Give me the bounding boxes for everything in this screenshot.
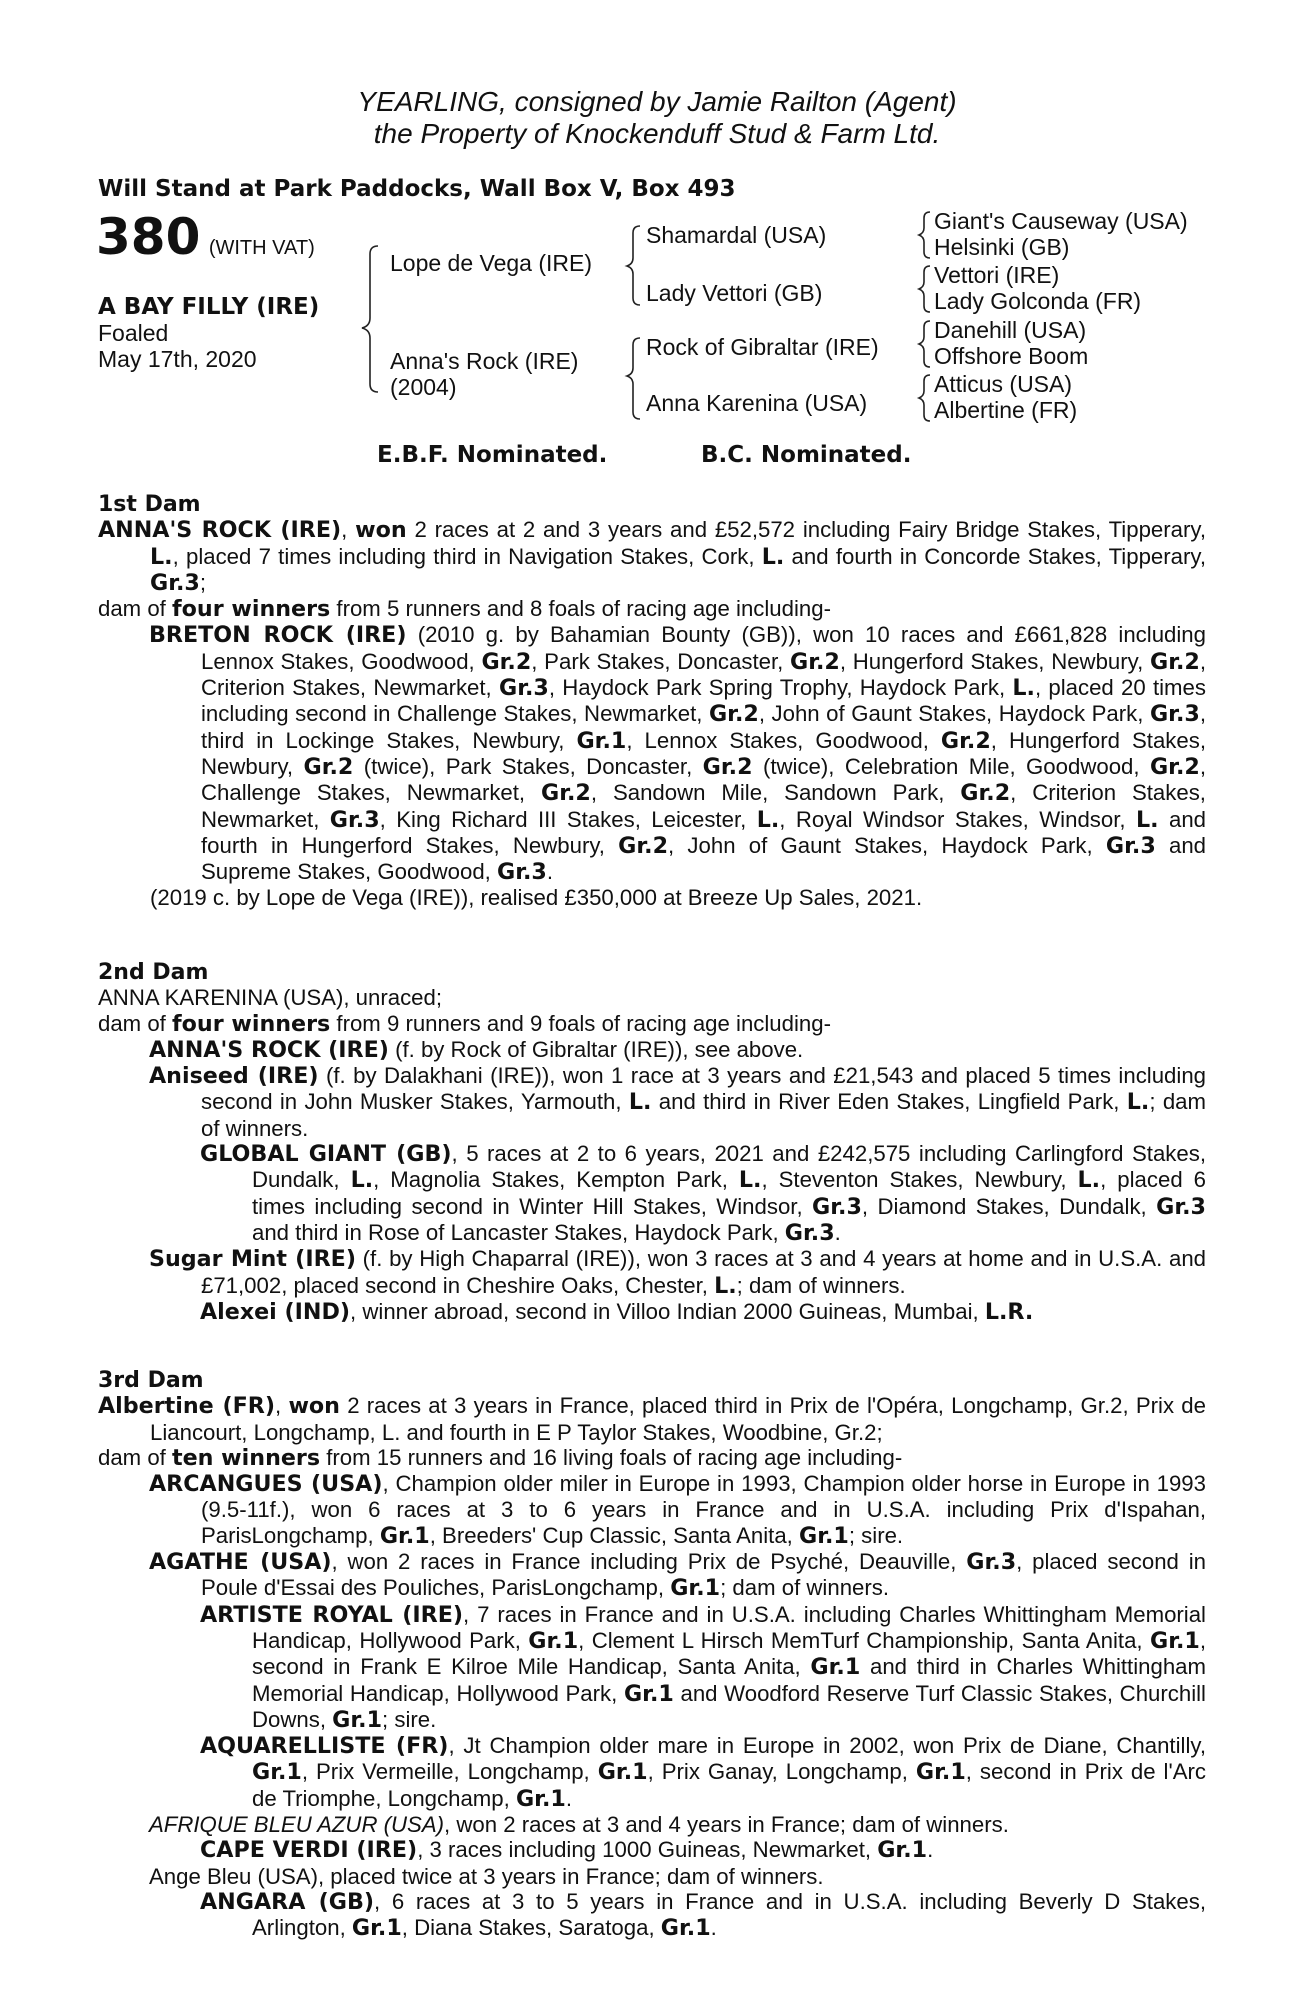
first-dam-name: ANNA'S ROCK (IRE) — [98, 517, 342, 544]
first-dam-text4: ; — [199, 569, 207, 595]
lot-number: 380 — [96, 208, 201, 266]
horse-name: CAPE VERDI (IRE) — [200, 1837, 418, 1864]
horse-name: ANNA'S ROCK (IRE) — [149, 1036, 389, 1063]
ancestor-8: Albertine (FR) — [934, 397, 1078, 423]
horse-name: Aniseed (IRE) — [149, 1063, 319, 1090]
group-mark: Gr.3 — [150, 569, 200, 596]
dam-of-label: dam of — [98, 596, 172, 622]
sire-dam: Lady Vettori (GB) — [646, 280, 823, 306]
ebf-nominated: E.B.F. Nominated. — [377, 442, 608, 468]
second-dam-heading: 2nd Dam — [98, 960, 209, 985]
property-line: the Property of Knockenduff Stud & Farm Ltd. — [373, 118, 941, 149]
foaled-label: Foaled — [98, 320, 169, 346]
third-dam-produce-summary — [98, 1445, 1206, 1471]
horse-name: AQUARELLISTE (FR) — [200, 1733, 449, 1760]
listed-mark: L. — [761, 543, 785, 570]
listed-mark: L. — [150, 543, 173, 570]
foaled-date: May 17th, 2020 — [98, 346, 257, 372]
winners-count: four winners — [172, 1010, 331, 1037]
winners-count: ten winners — [172, 1444, 321, 1471]
consignor-line: YEARLING, consigned by Jamie Railton (Agent) — [357, 86, 957, 117]
produce-annas-rock — [98, 1037, 1206, 1063]
horse-record: , Jt Champion older mare in Europe in 2002, won Prix de Diane, Chantilly, Gr.1, Prix Vermeille, Longchamp, Gr.1, Prix Ganay, Longchamp, Gr.1, second in Prix de l'Arc de Triomphe, Longchamp, Gr.1. — [252, 1733, 1207, 1812]
dam-of-label: dam of — [98, 1010, 172, 1036]
ancestor-4: Lady Golconda (FR) — [934, 288, 1142, 314]
horse-record: (2010 g. by Bahamian Bounty (GB)), won 10 races and £661,828 including Lennox Stakes, Goodwood, Gr.2, Park Stakes, Doncaster, Gr.2, Hungerford Stakes, Newbury, Gr.2, Criterion Stakes, Newmarket, Gr.3, Haydock Park Spring Trophy, Haydock Park, L., placed 20 times including second in Challenge Stakes, Newmarket, Gr.2, John of Gaunt Stakes, Haydock Park, Gr.3, third in Lockinge Stakes, Newbury, Gr.1, Lennox Stakes, Goodwood, Gr.2, Hungerford Stakes, Newbury, Gr.2 (twice), Park Stakes, Doncaster, Gr.2 (twice), Celebration Mile, Goodwood, Gr.2, Challenge Stakes, Newmarket, Gr.2, Sandown Mile, Sandown Park, Gr.2, Criterion Stakes, Newmarket, Gr.3, King Richard III Stakes, Leicester, L., Royal Windsor Stakes, Windsor, L. and fourth in Hungerford Stakes, Newbury, Gr.2, John of Gaunt Stakes, Haydock Park, Gr.3 and Supreme Stakes, Goodwood, Gr.3. — [201, 622, 1207, 886]
ancestor-5: Danehill (USA) — [934, 317, 1087, 343]
horse-name: AFRIQUE BLEU AZUR (USA) — [149, 1812, 445, 1838]
third-dam-text: 2 races at 3 years in France, placed third in Prix de l'Opéra, Longchamp, Gr.2, Prix de Liancourt, Longchamp, L. and fourth in E P Taylor Stakes, Woodbine, Gr.2; — [150, 1393, 1206, 1445]
produce-summary-rest: from 5 runners and 8 foals of racing age including- — [330, 596, 831, 622]
vat-note: (WITH VAT) — [208, 237, 315, 259]
ancestor-7: Atticus (USA) — [934, 371, 1073, 397]
first-dam-record: ANNA'S ROCK (IRE), won 2 races at 2 and 3 years and £52,572 including Fairy Bridge Stakes, Tipperary, L., placed 7 times including third in Navigation Stakes, Cork, L. and fourth in Concorde Stakes, Tipperary, Gr.3; — [98, 517, 1206, 596]
sire: Lope de Vega (IRE) — [390, 250, 593, 276]
horse-record: , 3 races including 1000 Guineas, Newmarket, Gr.1. — [417, 1837, 934, 1864]
produce-artiste-royal — [98, 1602, 1206, 1733]
horse-record: , Champion older miler in Europe in 1993, Champion older horse in Europe in 1993 (9.5-11f.), won 6 races at 3 to 6 years in France and in U.S.A. including Prix d'Ispahan, ParisLongchamp, Gr.1, Breeders' Cup Classic, Santa Anita, Gr.1; sire. — [201, 1471, 1206, 1549]
horse-record: (f. by High Chaparral (IRE)), won 3 races at 3 and 4 years at home and in U.S.A. and £71,002, placed second in Cheshire Oaks, Chester, L.; dam of winners. — [201, 1246, 1206, 1299]
dam-year: (2004) — [390, 374, 457, 400]
produce-cape-verdi — [98, 1837, 1206, 1863]
horse-name: ANGARA (GB) — [200, 1888, 375, 1915]
horse-record: , 5 races at 2 to 6 years, 2021 and £242,575 including Carlingford Stakes, Dundalk, L., Magnolia Stakes, Kempton Park, L., Steventon Stakes, Newbury, L., placed 6 times including second in Winter Hill Stakes, Windsor, Gr.3, Diamond Stakes, Dundalk, Gr.3 and third in Rose of Lancaster Stakes, Haydock Park, Gr.3. — [252, 1141, 1206, 1246]
produce-sugar-mint — [98, 1246, 1206, 1299]
produce-summary-rest: from 15 runners and 16 living foals of racing age including- — [320, 1444, 903, 1470]
produce-angara — [98, 1889, 1206, 1942]
produce-summary-rest: from 9 runners and 9 foals of racing age including- — [330, 1010, 831, 1036]
dam-of-label: dam of — [98, 1444, 172, 1470]
third-dam-won: won — [288, 1393, 340, 1420]
lot-name: A BAY FILLY (IRE) — [98, 294, 320, 320]
dam-sire: Rock of Gibraltar (IRE) — [646, 334, 879, 360]
horse-record: , won 2 races at 3 and 4 years in France; dam of winners. — [444, 1812, 1009, 1838]
first-dam-text1: 2 races at 2 and 3 years and £52,572 including Fairy Bridge Stakes, Tipperary, — [406, 517, 1206, 543]
ancestor-2: Helsinki (GB) — [934, 234, 1070, 260]
dam: Anna's Rock (IRE) — [390, 348, 579, 374]
first-dam-text2: , placed 7 times including third in Navigation Stakes, Cork, — [172, 543, 762, 569]
produce-global-giant — [98, 1141, 1206, 1246]
horse-name: ARTISTE ROYAL (IRE) — [200, 1601, 464, 1628]
third-dam-record: Albertine (FR), won 2 races at 3 years in France, placed third in Prix de l'Opéra, Longchamp, Gr.2, Prix de Liancourt, Longchamp, L. and fourth in E P Taylor Stakes, Woodbine, Gr.2; — [98, 1393, 1206, 1445]
first-dam-text3: and fourth in Concorde Stakes, Tipperary, — [784, 543, 1206, 569]
first-dam-won: won — [355, 517, 407, 544]
first-dam-produce-summary — [98, 596, 1206, 622]
produce-breton-rock — [98, 622, 1206, 885]
third-dam-name: Albertine (FR) — [98, 1393, 276, 1420]
first-dam-section — [98, 492, 1206, 911]
third-dam-heading: 3rd Dam — [98, 1368, 204, 1393]
ancestor-1: Giant's Causeway (USA) — [934, 208, 1188, 234]
horse-name: GLOBAL GIANT (GB) — [200, 1141, 452, 1168]
horse-name: Sugar Mint (IRE) — [149, 1246, 356, 1273]
horse-record: , winner abroad, second in Villoo Indian 2000 Guineas, Mumbai, L.R. — [350, 1298, 1034, 1325]
dam-dam: Anna Karenina (USA) — [646, 390, 868, 416]
second-dam-section — [98, 960, 1206, 1325]
horse-name: BRETON ROCK (IRE) — [149, 622, 407, 649]
produce-arcangues — [98, 1471, 1206, 1549]
second-dam-produce-summary — [98, 1011, 1206, 1037]
sire-sire: Shamardal (USA) — [646, 222, 827, 248]
horse-name: ARCANGUES (USA) — [149, 1471, 383, 1498]
horse-record: , 6 races at 3 to 5 years in France and in U.S.A. including Beverly D Stakes, Arlington, Gr.1, Diana Stakes, Saratoga, Gr.1. — [252, 1888, 1206, 1942]
produce-agathe — [98, 1549, 1206, 1602]
horse-record: , 7 races in France and in U.S.A. including Charles Whittingham Memorial Handicap, Hollywood Park, Gr.1, Clement L Hirsch MemTurf Championship, Santa Anita, Gr.1, second in Frank E Kilroe Mile Handicap, Santa Anita, Gr.1 and third in Charles Whittingham Memorial Handicap, Hollywood Park, Gr.1 and Woodford Reserve Turf Classic Stakes, Churchill Downs, Gr.1; sire. — [252, 1601, 1207, 1733]
horse-record: (f. by Rock of Gibraltar (IRE)), see above. — [388, 1036, 804, 1062]
produce-aniseed — [98, 1063, 1206, 1141]
horse-record: (f. by Dalakhani (IRE)), won 1 race at 3 years and £21,543 and placed 5 times including second in John Musker Stakes, Yarmouth, L. and third in River Eden Stakes, Lingfield Park, L.; dam of winners. — [201, 1063, 1207, 1141]
produce-afrique-bleu-azur — [98, 1812, 1206, 1837]
horse-name: AGATHE (USA) — [149, 1549, 332, 1576]
produce-aquarelliste — [98, 1733, 1206, 1812]
second-dam-record: ANNA KARENINA (USA), unraced; — [98, 985, 443, 1011]
produce-ange-bleu: Ange Bleu (USA), placed twice at 3 years in France; dam of winners. — [149, 1863, 824, 1889]
ancestor-3: Vettori (IRE) — [934, 262, 1060, 288]
horse-name: Alexei (IND) — [200, 1298, 351, 1325]
horse-record: , won 2 races in France including Prix de Psyché, Deauville, Gr.3, placed second in Poule d'Essai des Pouliches, ParisLongchamp, Gr.1; dam of winners. — [201, 1549, 1206, 1602]
third-dam-section — [98, 1368, 1206, 1942]
ancestor-6: Offshore Boom — [934, 343, 1089, 369]
produce-alexei — [98, 1299, 1206, 1325]
winners-count: four winners — [172, 596, 331, 623]
bc-nominated: B.C. Nominated. — [701, 442, 912, 468]
produce-2019-colt: (2019 c. by Lope de Vega (IRE)), realised £350,000 at Breeze Up Sales, 2021. — [150, 885, 923, 911]
first-dam-heading: 1st Dam — [98, 492, 201, 517]
stand-location: Will Stand at Park Paddocks, Wall Box V, Box 493 — [98, 176, 736, 202]
